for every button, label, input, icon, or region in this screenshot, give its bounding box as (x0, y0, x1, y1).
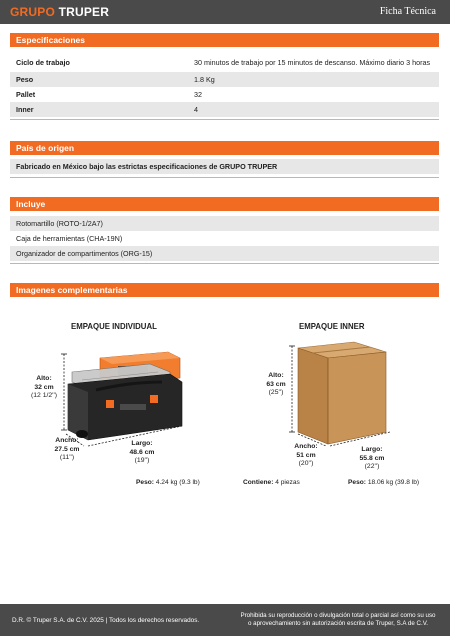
individual-largo-dimension (126, 440, 158, 466)
individual-ancho-dimension (52, 437, 82, 463)
inner-largo-dimension (356, 446, 388, 472)
dim-cm: 27.5 cm (54, 445, 80, 453)
spec-value: 1.8 Kg (188, 72, 439, 87)
header-bar (0, 0, 450, 24)
dim-label: Alto: (36, 375, 52, 382)
inner-contents (243, 479, 300, 486)
contents-label: Contiene: (243, 479, 274, 486)
table-row (10, 102, 439, 117)
origin-text: Fabricado en México bajo las estrictas especificaciones de GRUPO TRUPER (10, 159, 439, 174)
dim-label: Largo: (131, 440, 153, 447)
spec-value: 30 minutos de trabajo por 15 minutos de descanso. Máximo diario 3 horas (194, 57, 431, 67)
section-divider (10, 263, 439, 264)
dim-cm: 55.8 cm (359, 454, 385, 462)
dim-in: (12 1/2'') (30, 392, 58, 399)
list-item: Rotomartillo (ROTO-1/2A7) (10, 216, 439, 231)
spec-label: Peso (10, 72, 188, 87)
section-header-origen: País de origen (10, 141, 439, 155)
weight-value: 4.24 kg (9.3 lb) (155, 479, 200, 486)
spec-label: Ciclo de trabajo (16, 57, 70, 67)
dim-cm: 63 cm (266, 380, 286, 388)
spec-label: Inner (10, 102, 188, 117)
weight-value: 18.06 kg (39.8 lb) (367, 479, 420, 486)
section-divider (10, 119, 439, 120)
brand-grupo: GRUPO (10, 5, 56, 19)
contents-value: 4 piezas (275, 479, 300, 486)
dim-label: Alto: (268, 372, 284, 379)
spec-table (10, 52, 439, 117)
dim-in: (25'') (268, 389, 284, 396)
dim-in: (11'') (59, 454, 75, 461)
toolbox-product-image (58, 342, 188, 450)
dim-cm: 51 cm (296, 451, 316, 459)
inner-ancho-dimension (290, 443, 322, 469)
spec-value: 32 (194, 90, 202, 99)
dim-label: Ancho: (294, 443, 318, 450)
section-divider (10, 177, 439, 178)
section-header-especificaciones: Especificaciones (10, 33, 439, 47)
section-header-incluye: Incluye (10, 197, 439, 211)
table-row (10, 87, 439, 102)
list-item: Caja de herramientas (CHA-19N) (16, 234, 123, 243)
copyright-text: D.R. © Truper S.A. de C.V. 2025 | Todos los derechos reservados. (12, 617, 200, 624)
dim-in: (22'') (364, 463, 380, 470)
dim-label: Largo: (361, 446, 383, 453)
brand-truper: TRUPER (58, 5, 110, 19)
inner-alto-dimension (262, 372, 290, 398)
dim-cm: 32 cm (34, 383, 54, 391)
cardboard-box-image (286, 340, 416, 452)
footer-bar (0, 604, 450, 636)
spec-label: Pallet (16, 90, 36, 99)
dim-label: Ancho: (55, 437, 79, 444)
weight-label: Peso: (348, 479, 366, 486)
spec-value: 4 (188, 102, 439, 117)
inner-package-title: EMPAQUE INNER (299, 321, 365, 331)
inner-weight (348, 479, 419, 486)
section-header-imagenes: Imagenes complementarias (10, 283, 439, 297)
individual-weight (136, 479, 200, 486)
doc-type-label: Ficha Técnica (379, 6, 436, 17)
brand-logo (10, 5, 109, 19)
dim-cm: 48.6 cm (129, 448, 155, 456)
weight-label: Peso: (136, 479, 154, 486)
dim-in: (20'') (298, 460, 314, 467)
list-item: Organizador de compartimentos (ORG-15) (10, 246, 439, 261)
individual-alto-dimension (30, 375, 58, 401)
individual-package-title: EMPAQUE INDIVIDUAL (71, 321, 157, 331)
table-row (10, 72, 439, 87)
legal-notice: Prohibida su reproducción o divulgación total o parcial así como su uso o aprovechamiento sin autorización escrita de Truper, S.A de C.V. (240, 612, 436, 627)
table-row (10, 52, 439, 72)
dim-in: (19'') (134, 457, 150, 464)
